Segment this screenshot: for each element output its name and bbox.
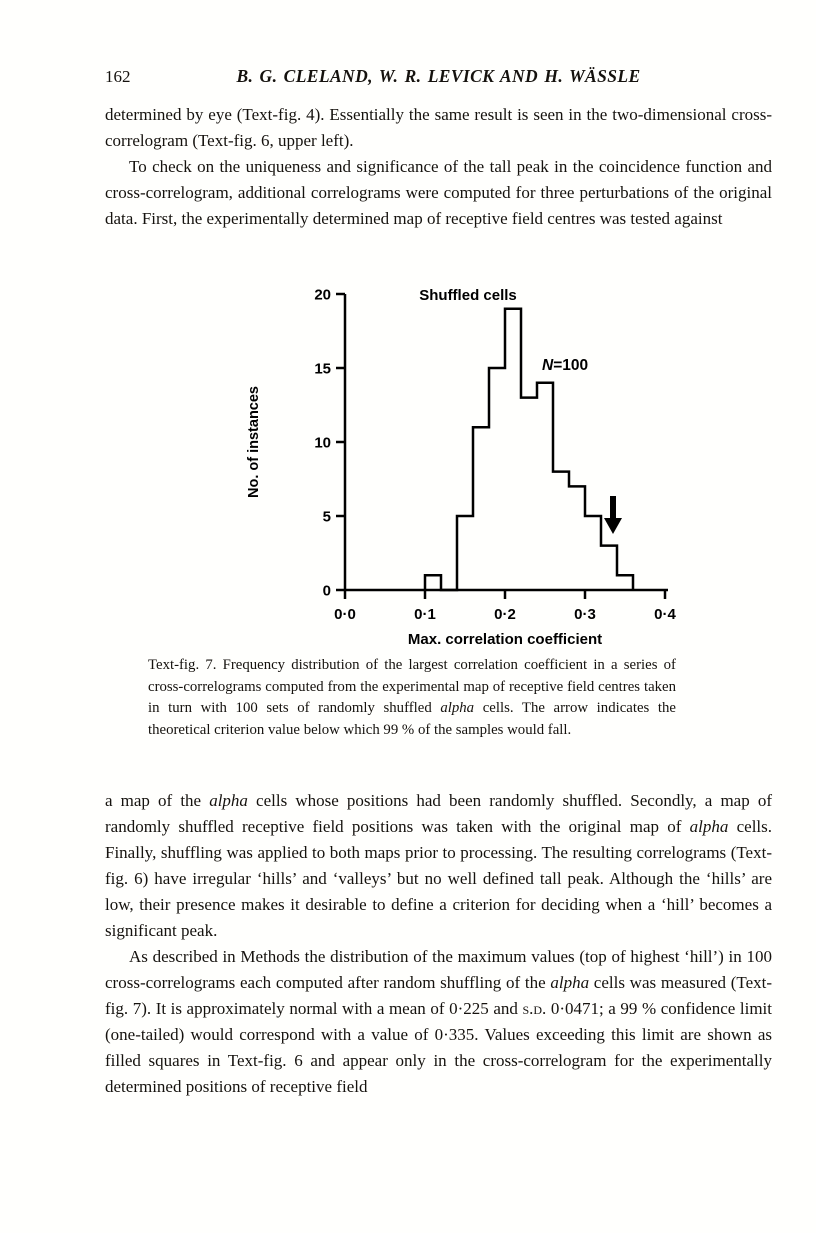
- y-tick-label: 0: [322, 582, 331, 600]
- histogram-outline: [425, 309, 633, 590]
- n-value: =100: [553, 357, 589, 374]
- text-run: As described in Methods the distribution of the maximum values (top of highest ‘hill’) in 100 cross-correlograms each computed after random shuffling of the: [105, 947, 772, 992]
- y-tick-label: 10: [314, 434, 331, 452]
- n-symbol: N: [542, 357, 554, 374]
- y-tick-label: 15: [314, 360, 331, 378]
- x-tick-label: 0·2: [494, 606, 516, 623]
- body-text-top: [105, 102, 772, 232]
- x-tick-label: 0·0: [334, 606, 356, 623]
- page-header: [105, 66, 772, 90]
- body-text-bottom: [105, 788, 772, 1100]
- x-tick-label: 0·1: [414, 606, 436, 623]
- page-number: 162: [105, 67, 131, 86]
- text-run: cells was measured (Text-fig. 7). It is approximately normal with a mean of 0·225 and: [105, 973, 772, 1018]
- text-figure-7: [230, 278, 700, 650]
- paragraph: [105, 944, 772, 1100]
- criterion-arrow: [604, 496, 622, 534]
- y-tick-label: 20: [314, 286, 331, 304]
- paragraph: [105, 154, 772, 232]
- text-run: cells. The arrow indicates the theoretical criterion value below which 99 % of the samples would fall.: [148, 700, 676, 738]
- histogram-chart: [230, 278, 700, 650]
- x-tick-label: 0·3: [574, 606, 596, 623]
- italic-text: alpha: [440, 700, 475, 717]
- text-run: 0·0471; a 99 % confidence limit (one-tailed) would correspond with a value of 0·335. Values exceeding this limit are shown as filled squares in Text-fig. 6 and appear only in the cross-correlogram for the experimentally determined positions of receptive field: [105, 999, 772, 1096]
- text-run: To check on the uniqueness and significance of the tall peak in the coincidence function and cross-correlogram, additional correlograms were computed for three perturbations of the original data. First, the experimentally determined map of receptive field centres was tested against: [105, 157, 772, 228]
- x-axis-label: Max. correlation coefficient: [407, 631, 603, 648]
- paragraph: [105, 102, 772, 154]
- y-axis-label: No. of instances: [246, 386, 262, 498]
- italic-text: alpha: [550, 973, 590, 992]
- text-run: a map of the: [105, 791, 210, 810]
- text-run: determined by eye (Text-fig. 4). Essentially the same result is seen in the two-dimensional cross-correlogram (Text-fig. 6, upper left).: [105, 105, 772, 150]
- small-caps-text: s.d.: [522, 999, 547, 1018]
- y-tick-label: 5: [322, 508, 331, 526]
- italic-text: alpha: [689, 817, 729, 836]
- running-head: B. G. CLELAND, W. R. LEVICK AND H. WÄSSLE: [236, 66, 641, 86]
- n-annotation: [542, 357, 588, 374]
- italic-text: alpha: [209, 791, 248, 810]
- text-run: cells whose positions had been randomly shuffled. Secondly, a map of randomly shuffled receptive field positions was taken with the original map of: [105, 791, 772, 836]
- figure-caption: [148, 655, 676, 741]
- chart-title: Shuffled cells: [419, 287, 517, 304]
- paragraph: [105, 788, 772, 944]
- text-run: Text-fig. 7. Frequency distribution of the largest correlation coefficient in a series of cross-correlograms computed from the experimental map of receptive field centres taken in turn with 100 sets of randomly shuffled: [148, 657, 676, 717]
- x-tick-label: 0·4: [654, 606, 676, 623]
- text-run: cells. Finally, shuffling was applied to both maps prior to processing. The resulting correlograms (Text-fig. 6) have irregular ‘hills’ and ‘valleys’ but no well defined tall peak. Although the ‘hills’ are low, their presence makes it desirable to define a criterion for deciding when a ‘hill’ becomes a significant peak.: [105, 817, 773, 940]
